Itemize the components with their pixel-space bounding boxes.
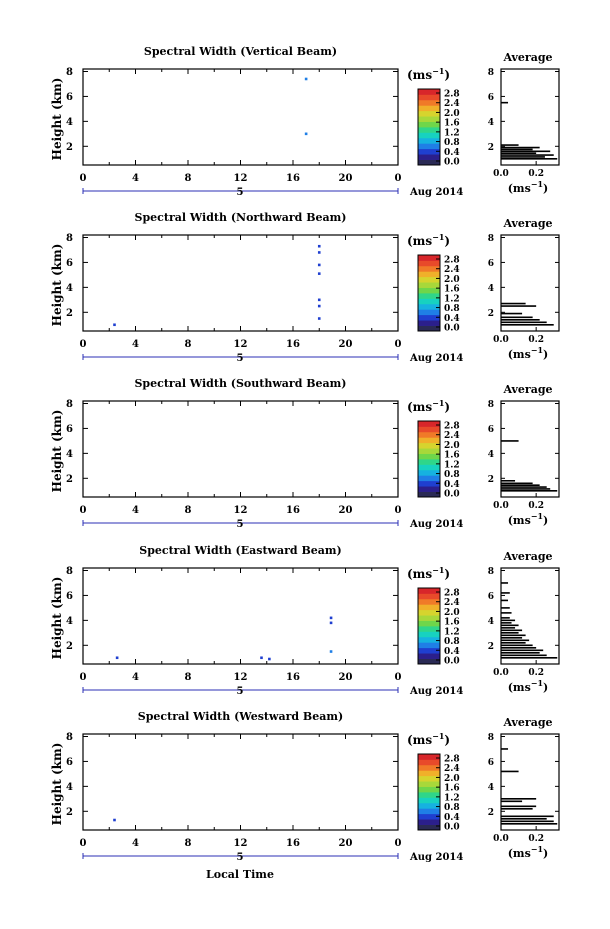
colorbar-tick-label: 1.6: [444, 118, 460, 129]
y-tick-label: 8: [66, 398, 73, 410]
date-day-label: 5: [236, 519, 244, 530]
y-tick-label: 6: [66, 756, 73, 768]
data-point: [318, 245, 321, 248]
colorbar-unit-text: (ms: [407, 400, 433, 414]
colorbar-tick-label: 2.4: [444, 265, 460, 276]
x-tick-label: 4: [132, 173, 139, 184]
panel-title: Spectral Width (Northward Beam): [134, 211, 347, 224]
x-tick-label: 0: [394, 173, 402, 184]
average-title: Average: [503, 550, 553, 563]
colorbar-tick-label: 0.0: [444, 656, 460, 667]
colorbar-swatch: [418, 154, 440, 160]
colorbar-unit-exponent: −1: [432, 731, 445, 741]
average-y-tick-label: 2: [487, 142, 494, 153]
date-month-label: Aug 2014: [410, 187, 464, 198]
colorbar-swatch: [418, 309, 440, 315]
data-point: [318, 305, 321, 308]
panel-1: [50, 211, 559, 364]
colorbar-unit-label: [407, 731, 450, 747]
colorbar-unit-label: [407, 565, 450, 581]
date-month-label: Aug 2014: [410, 686, 464, 697]
colorbar-tick-label: 2.0: [444, 108, 460, 119]
colorbar-swatch: [418, 132, 440, 138]
x-tick-label: 4: [132, 672, 139, 683]
colorbar-tick-label: 0.8: [444, 138, 460, 149]
x-tick-label: 12: [233, 173, 248, 184]
panel-title: Spectral Width (Westward Beam): [137, 710, 344, 723]
colorbar-swatch: [418, 421, 440, 427]
colorbar-tick-label: 2.8: [444, 588, 460, 599]
colorbar-unit-exponent: −1: [432, 565, 445, 575]
average-x-label-exponent: −1: [530, 179, 544, 189]
x-tick-label: 16: [286, 173, 300, 184]
average-x-label-close: ): [543, 681, 549, 694]
date-month-label: Aug 2014: [410, 852, 464, 863]
colorbar-swatch: [418, 255, 440, 261]
average-y-tick-label: 2: [487, 641, 494, 652]
x-tick-label: 12: [233, 672, 248, 683]
colorbar-tick-label: 0.0: [444, 323, 460, 334]
colorbar-swatch: [418, 615, 440, 621]
x-tick-label: 20: [338, 838, 353, 849]
average-x-tick-label: 0.2: [528, 668, 544, 678]
average-title: Average: [503, 217, 553, 230]
x-tick-label: 0: [79, 505, 87, 516]
colorbar-unit-exponent: −1: [432, 66, 445, 76]
data-point: [330, 622, 333, 625]
data-point: [318, 251, 321, 254]
colorbar-swatch: [418, 426, 440, 432]
colorbar-tick-label: 2.8: [444, 421, 460, 432]
x-tick-label: 12: [233, 339, 248, 350]
colorbar-unit-text: (ms: [407, 733, 433, 747]
data-point: [305, 78, 308, 81]
colorbar-tick-label: 1.6: [444, 617, 460, 628]
average-x-tick-label: 0.2: [528, 335, 544, 345]
colorbar-tick-label: 0.4: [444, 147, 460, 158]
colorbar-tick-label: 0.4: [444, 646, 460, 657]
colorbar-swatch: [418, 260, 440, 266]
x-tick-label: 0: [79, 838, 87, 849]
x-tick-label: 0: [394, 339, 402, 350]
panel-title: Spectral Width (Vertical Beam): [143, 45, 338, 58]
average-title: Average: [503, 51, 553, 64]
date-day-label: 5: [236, 852, 244, 863]
y-tick-label: 6: [66, 423, 73, 435]
x-tick-label: 16: [286, 339, 300, 350]
date-day-label: 5: [236, 353, 244, 364]
colorbar-swatch: [418, 143, 440, 149]
y-tick-label: 2: [66, 640, 73, 652]
colorbar-unit-label: [407, 398, 450, 414]
y-tick-label: 2: [66, 806, 73, 818]
y-tick-label: 2: [66, 307, 73, 319]
data-point: [318, 264, 321, 267]
x-tick-label: 0: [394, 505, 402, 516]
average-y-tick-label: 2: [487, 308, 494, 319]
average-x-label-exponent: −1: [530, 345, 544, 355]
colorbar-swatch: [418, 448, 440, 454]
colorbar-swatch: [418, 819, 440, 825]
colorbar-tick-label: 1.2: [444, 128, 460, 139]
y-tick-label: 6: [66, 91, 73, 103]
date-month-label: Aug 2014: [410, 353, 464, 364]
colorbar-unit-text: (ms: [407, 234, 433, 248]
y-tick-label: 4: [66, 615, 73, 627]
colorbar-swatch: [418, 475, 440, 481]
colorbar-tick-label: 2.0: [444, 274, 460, 285]
y-tick-label: 4: [66, 282, 73, 294]
average-x-tick-label: 0.0: [493, 335, 509, 345]
average-x-label-text: (ms: [507, 182, 531, 195]
plot-frame: [83, 401, 398, 497]
y-axis-label: Height (km): [50, 409, 64, 493]
x-tick-label: 16: [286, 672, 300, 683]
colorbar-swatch: [418, 138, 440, 144]
colorbar-swatch: [418, 464, 440, 470]
x-tick-label: 20: [338, 505, 353, 516]
average-title: Average: [503, 383, 553, 396]
average-y-tick-label: 2: [487, 474, 494, 485]
average-y-tick-label: 6: [487, 92, 494, 103]
colorbar-unit-close: ): [444, 400, 451, 414]
colorbar-tick-label: 1.6: [444, 284, 460, 295]
data-point: [113, 819, 116, 822]
average-x-label: [508, 678, 549, 694]
x-tick-label: 8: [184, 173, 192, 184]
average-y-tick-label: 4: [487, 616, 494, 627]
colorbar-swatch: [418, 320, 440, 326]
average-y-tick-label: 8: [487, 399, 494, 410]
panel-4: [50, 710, 559, 863]
date-day-label: 5: [236, 187, 244, 198]
average-x-tick-label: 0.2: [528, 501, 544, 511]
colorbar-tick-label: 2.4: [444, 764, 460, 775]
colorbar-swatch: [418, 271, 440, 277]
colorbar-swatch: [418, 116, 440, 122]
colorbar-tick-label: 1.2: [444, 460, 460, 471]
colorbar-swatch: [418, 610, 440, 616]
colorbar-swatch: [418, 808, 440, 814]
y-tick-label: 8: [66, 565, 73, 577]
colorbar-swatch: [418, 593, 440, 599]
colorbar-swatch: [418, 277, 440, 283]
colorbar-tick-label: 2.8: [444, 754, 460, 765]
panel-3: [50, 544, 559, 697]
colorbar-tick-label: 2.0: [444, 607, 460, 618]
x-tick-label: 8: [184, 838, 192, 849]
y-tick-label: 4: [66, 448, 73, 460]
colorbar-swatch: [418, 588, 440, 594]
x-tick-label: 20: [338, 672, 353, 683]
colorbar-swatch: [418, 781, 440, 787]
average-x-tick-label: 0.0: [493, 668, 509, 678]
x-tick-label: 4: [132, 838, 139, 849]
x-tick-label: 16: [286, 505, 300, 516]
colorbar-tick-label: 0.8: [444, 803, 460, 814]
y-tick-label: 4: [66, 781, 73, 793]
colorbar-swatch: [418, 282, 440, 288]
colorbar-tick-label: 1.6: [444, 450, 460, 461]
average-y-tick-label: 4: [487, 449, 494, 460]
panel-title: Spectral Width (Southward Beam): [134, 377, 347, 390]
average-y-tick-label: 8: [487, 566, 494, 577]
average-x-label-exponent: −1: [530, 511, 544, 521]
colorbar-tick-label: 2.4: [444, 431, 460, 442]
colorbar-swatch: [418, 754, 440, 760]
colorbar-swatch: [418, 105, 440, 111]
colorbar-tick-label: 0.0: [444, 822, 460, 833]
average-y-tick-label: 8: [487, 67, 494, 78]
average-y-tick-label: 8: [487, 233, 494, 244]
date-month-label: Aug 2014: [410, 519, 464, 530]
data-point: [113, 323, 116, 326]
colorbar-swatch: [418, 776, 440, 782]
average-x-label-text: (ms: [507, 681, 531, 694]
y-axis-label: Height (km): [50, 576, 64, 660]
x-tick-label: 0: [79, 173, 87, 184]
plot-frame: [83, 568, 398, 664]
colorbar-tick-label: 0.4: [444, 812, 460, 823]
x-tick-label: 16: [286, 838, 300, 849]
colorbar-unit-exponent: −1: [432, 398, 445, 408]
colorbar-tick-label: 0.8: [444, 637, 460, 648]
colorbar-tick-label: 2.0: [444, 440, 460, 451]
average-x-label-close: ): [543, 348, 549, 361]
global-x-label: Local Time: [206, 868, 274, 881]
colorbar-unit-label: [407, 66, 450, 82]
colorbar-tick-label: 2.4: [444, 598, 460, 609]
average-y-tick-label: 2: [487, 807, 494, 818]
average-y-tick-label: 4: [487, 782, 494, 793]
data-point: [318, 272, 321, 275]
average-x-tick-label: 0.2: [528, 834, 544, 844]
data-point: [318, 317, 321, 320]
x-tick-label: 20: [338, 173, 353, 184]
y-tick-label: 2: [66, 141, 73, 153]
colorbar-swatch: [418, 486, 440, 492]
colorbar-swatch: [418, 637, 440, 643]
colorbar-unit-close: ): [444, 68, 451, 82]
colorbar-swatch: [418, 631, 440, 637]
colorbar-swatch: [418, 604, 440, 610]
panel-0: [50, 45, 559, 198]
x-tick-label: 0: [394, 672, 402, 683]
average-x-label-close: ): [543, 514, 549, 527]
colorbar-swatch: [418, 111, 440, 117]
average-x-label-text: (ms: [507, 514, 531, 527]
y-tick-label: 6: [66, 590, 73, 602]
data-point: [305, 133, 308, 136]
colorbar-unit-text: (ms: [407, 68, 433, 82]
average-x-tick-label: 0.0: [493, 501, 509, 511]
colorbar-unit-close: ): [444, 234, 451, 248]
colorbar-tick-label: 1.2: [444, 793, 460, 804]
plot-frame: [83, 734, 398, 830]
y-axis-label: Height (km): [50, 742, 64, 826]
colorbar-swatch: [418, 797, 440, 803]
colorbar-tick-label: 0.0: [444, 157, 460, 168]
x-tick-label: 4: [132, 505, 139, 516]
colorbar-swatch: [418, 770, 440, 776]
date-day-label: 5: [236, 686, 244, 697]
x-tick-label: 8: [184, 339, 192, 350]
colorbar-tick-label: 0.4: [444, 479, 460, 490]
data-point: [260, 656, 263, 659]
x-tick-label: 20: [338, 339, 353, 350]
colorbar-unit-exponent: −1: [432, 232, 445, 242]
y-tick-label: 8: [66, 731, 73, 743]
x-tick-label: 8: [184, 505, 192, 516]
y-tick-label: 6: [66, 257, 73, 269]
x-tick-label: 0: [394, 838, 402, 849]
average-x-label: [508, 511, 549, 527]
average-x-label-exponent: −1: [530, 678, 544, 688]
average-x-label-exponent: −1: [530, 844, 544, 854]
colorbar-tick-label: 1.2: [444, 627, 460, 638]
y-tick-label: 8: [66, 232, 73, 244]
average-y-tick-label: 8: [487, 732, 494, 743]
average-y-tick-label: 6: [487, 258, 494, 269]
y-tick-label: 4: [66, 116, 73, 128]
colorbar-tick-label: 1.6: [444, 783, 460, 794]
average-x-label: [508, 844, 549, 860]
colorbar-swatch: [418, 642, 440, 648]
colorbar-tick-label: 2.4: [444, 99, 460, 110]
x-tick-label: 12: [233, 505, 248, 516]
colorbar-swatch: [418, 437, 440, 443]
colorbar-tick-label: 0.4: [444, 313, 460, 324]
colorbar-unit-close: ): [444, 733, 451, 747]
data-point: [318, 299, 321, 302]
x-tick-label: 12: [233, 838, 248, 849]
average-x-tick-label: 0.0: [493, 169, 509, 179]
colorbar-swatch: [418, 443, 440, 449]
x-tick-label: 4: [132, 339, 139, 350]
plot-frame: [83, 69, 398, 165]
x-tick-label: 8: [184, 672, 192, 683]
average-y-tick-label: 6: [487, 424, 494, 435]
colorbar-unit-close: ): [444, 567, 451, 581]
colorbar-swatch: [418, 759, 440, 765]
colorbar-tick-label: 0.8: [444, 470, 460, 481]
average-x-tick-label: 0.2: [528, 169, 544, 179]
average-x-tick-label: 0.0: [493, 834, 509, 844]
average-x-label-close: ): [543, 182, 549, 195]
colorbar-unit-label: [407, 232, 450, 248]
y-tick-label: 8: [66, 66, 73, 78]
x-tick-label: 0: [79, 339, 87, 350]
average-x-label: [508, 345, 549, 361]
colorbar-tick-label: 0.0: [444, 489, 460, 500]
colorbar-swatch: [418, 470, 440, 476]
y-axis-label: Height (km): [50, 243, 64, 327]
colorbar-swatch: [418, 94, 440, 100]
average-x-label: [508, 179, 549, 195]
colorbar-tick-label: 2.8: [444, 89, 460, 100]
average-title: Average: [503, 716, 553, 729]
average-x-label-text: (ms: [507, 847, 531, 860]
average-y-tick-label: 6: [487, 591, 494, 602]
colorbar-tick-label: 1.2: [444, 294, 460, 305]
y-tick-label: 2: [66, 473, 73, 485]
colorbar-swatch: [418, 304, 440, 310]
data-point: [330, 617, 333, 620]
x-tick-label: 0: [79, 672, 87, 683]
plot-frame: [83, 235, 398, 331]
data-point: [268, 658, 271, 661]
average-x-label-close: ): [543, 847, 549, 860]
average-y-tick-label: 4: [487, 117, 494, 128]
colorbar-tick-label: 0.8: [444, 304, 460, 315]
average-y-tick-label: 6: [487, 757, 494, 768]
colorbar-swatch: [418, 653, 440, 659]
colorbar-swatch: [418, 89, 440, 95]
average-x-label-text: (ms: [507, 348, 531, 361]
colorbar-unit-text: (ms: [407, 567, 433, 581]
average-y-tick-label: 4: [487, 283, 494, 294]
data-point: [116, 656, 119, 659]
panel-title: Spectral Width (Eastward Beam): [139, 544, 342, 557]
colorbar-tick-label: 2.0: [444, 773, 460, 784]
colorbar-swatch: [418, 298, 440, 304]
panel-2: [50, 377, 559, 530]
data-point: [330, 650, 333, 653]
colorbar-swatch: [418, 803, 440, 809]
y-axis-label: Height (km): [50, 77, 64, 161]
colorbar-tick-label: 2.8: [444, 255, 460, 266]
